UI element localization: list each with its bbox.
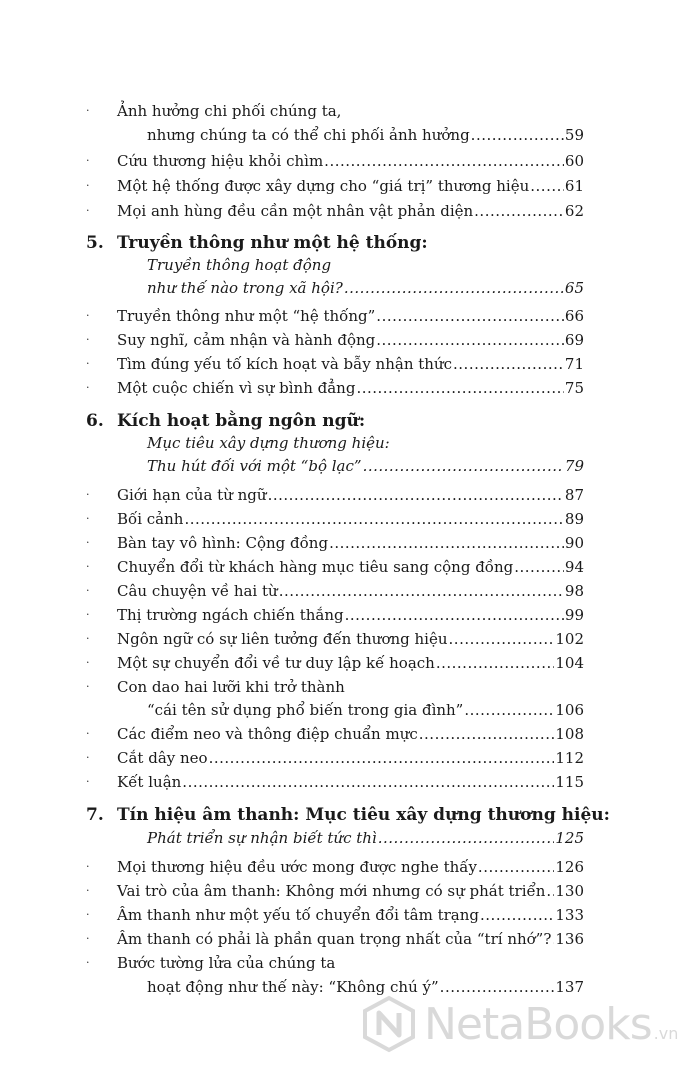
toc-item [0,746,700,770]
toc-item [0,675,700,699]
toc-item [0,555,700,579]
toc-item-text: Ngôn ngữ có sự liên tưởng đến thương hiệu [117,630,448,648]
chapter-number: 7. [86,805,104,825]
toc-item-text: Bước tường lửa của chúng ta [117,954,336,972]
toc-item-text: Các điểm neo và thông điệp chuẩn mực [117,725,418,743]
toc-item [0,304,700,328]
toc-item-text: Câu chuyện về hai từ [117,582,278,600]
watermark-suffix: .vn [653,1024,679,1043]
toc-item [0,579,700,603]
toc-item-text: Giới hạn của từ ngữ [117,486,267,504]
bullet: · [86,536,90,549]
toc-item-continued [0,698,700,722]
toc-item-text: Bàn tay vô hình: Cộng đồng [117,534,329,552]
bullet: · [86,932,90,945]
toc-item-text: Cắt dây neo [117,749,208,767]
page-number: 65 [564,279,584,297]
toc-item-text: Suy nghĩ, cảm nhận và hành động [117,331,376,349]
chapter-subtitle [0,826,700,850]
bullet: · [86,357,90,370]
toc-item-text: hoạt động như thế này: “Không chú ý” [147,978,439,996]
toc-item-text: Một cuộc chiến vì sự bình đẳng [117,379,356,397]
chapter-title: Kích hoạt bằng ngôn ngữ: [117,411,366,431]
chapter-subtitle-text: như thế nào trong xã hội? [147,279,343,297]
bullet: · [86,154,90,167]
toc-item [0,627,700,651]
page-number: 130 [555,882,584,900]
toc-item [0,99,700,123]
bullet: · [86,727,90,740]
bullet: · [86,560,90,573]
page-number: 79 [564,457,584,475]
toc-item [0,174,700,198]
page-number: 66 [564,307,584,325]
bullet: · [86,309,90,322]
toc-item-text: Con dao hai lưỡi khi trở thành [117,678,345,696]
chapter-heading [0,803,700,827]
toc-item [0,770,700,794]
bullet: · [86,333,90,346]
page-number: 102 [555,630,584,648]
toc-item [0,855,700,879]
chapter-subtitle [0,253,700,277]
toc-item [0,951,700,975]
toc-item [0,722,700,746]
toc-item-text: Truyền thông như một “hệ thống” [117,307,376,325]
page-number: 115 [555,773,584,791]
toc-item [0,603,700,627]
page-number: 90 [564,534,584,552]
page-number: 75 [564,379,584,397]
chapter-subtitle-text: Phát triển sự nhận biết tức thì [147,829,377,847]
toc-item-text: Thị trường ngách chiến thắng [117,606,344,624]
toc-item-text: “cái tên sử dụng phổ biến trong gia đình” [147,701,464,719]
bullet: · [86,381,90,394]
chapter-number: 6. [86,411,104,431]
toc-item [0,531,700,555]
bullet: · [86,956,90,969]
page-number: 98 [564,582,584,600]
chapter-subtitle-text: Thu hút đối với một “bộ lạc” [147,457,362,475]
page-number: 112 [555,749,584,767]
bullet: · [86,512,90,525]
chapter-title: Truyền thông như một hệ thống: [117,233,428,253]
toc-item [0,376,700,400]
page-number: 126 [555,858,584,876]
chapter-number: 5. [86,233,104,253]
toc-item-text: Mọi thương hiệu đều ước mong được nghe thấy [117,858,477,876]
bullet: · [86,179,90,192]
bullet: · [86,884,90,897]
bullet: · [86,104,90,117]
page-number: 69 [564,331,584,349]
page-number: 94 [564,558,584,576]
page-number: 87 [564,486,584,504]
page-number: 106 [555,701,584,719]
chapter-heading [0,409,700,433]
page-number: 71 [564,355,584,373]
toc-item-text: Một sự chuyển đổi về tư duy lập kế hoạch [117,654,435,672]
toc-item [0,352,700,376]
toc-item-text: Âm thanh có phải là phần quan trọng nhất của “trí nhớ”? [117,930,552,948]
page-number: 125 [555,829,584,847]
toc-item-text: Âm thanh như một yếu tố chuyển đổi tâm trạng [117,906,480,924]
toc-item-text: Mọi anh hùng đều cần một nhân vật phản diện [117,202,474,220]
toc-item-text: Bối cảnh [117,510,184,528]
bullet: · [86,908,90,921]
chapter-subtitle-text: Mục tiêu xây dựng thương hiệu: [147,434,390,452]
toc-item [0,149,700,173]
toc-item [0,483,700,507]
page-number: 104 [555,654,584,672]
toc-item-text: Ảnh hưởng chi phối chúng ta, [117,102,342,120]
bullet: · [86,608,90,621]
bullet: · [86,204,90,217]
toc-item [0,507,700,531]
page-number: 108 [555,725,584,743]
chapter-heading [0,231,700,255]
bullet: · [86,656,90,669]
page-number: 136 [555,930,584,948]
chapter-title: Tín hiệu âm thanh: Mục tiêu xây dựng thương hiệu: [117,805,610,825]
bullet: · [86,488,90,501]
watermark-brand: NetaBooks [424,998,652,1050]
page-number: 99 [564,606,584,624]
toc-item-continued [0,123,700,147]
bullet: · [86,860,90,873]
watermark [360,995,678,1053]
bullet: · [86,751,90,764]
page-number: 60 [564,152,584,170]
toc-item [0,879,700,903]
page-number: 137 [555,978,584,996]
toc-item-text: Kết luận [117,773,182,791]
page-number: 59 [564,126,584,144]
toc-item [0,199,700,223]
chapter-subtitle [0,454,700,478]
toc-item-text: Chuyển đổi từ khách hàng mục tiêu sang cộng đồng [117,558,514,576]
toc-item [0,328,700,352]
bullet: · [86,632,90,645]
toc-item-text: Vai trò của âm thanh: Không mới nhưng có sự phát triển [117,882,546,900]
chapter-subtitle-text: Truyền thông hoạt động [147,256,332,274]
toc-item [0,927,700,951]
chapter-subtitle [0,431,700,455]
bullet: · [86,584,90,597]
bullet: · [86,680,90,693]
toc-item-text: Tìm đúng yếu tố kích hoạt và bẫy nhận thức [117,355,453,373]
page-number: 62 [564,202,584,220]
page-number: 61 [564,177,584,195]
toc-item [0,651,700,675]
bullet: · [86,775,90,788]
chapter-subtitle [0,276,700,300]
netabooks-logo-icon [360,995,418,1053]
page-number: 89 [564,510,584,528]
toc-item-text: Một hệ thống được xây dựng cho “giá trị” thương hiệu [117,177,530,195]
toc-item-text: nhưng chúng ta có thể chi phối ảnh hưởng [147,126,470,144]
toc-item-text: Cứu thương hiệu khỏi chìm [117,152,324,170]
toc-item [0,903,700,927]
page-number: 133 [555,906,584,924]
